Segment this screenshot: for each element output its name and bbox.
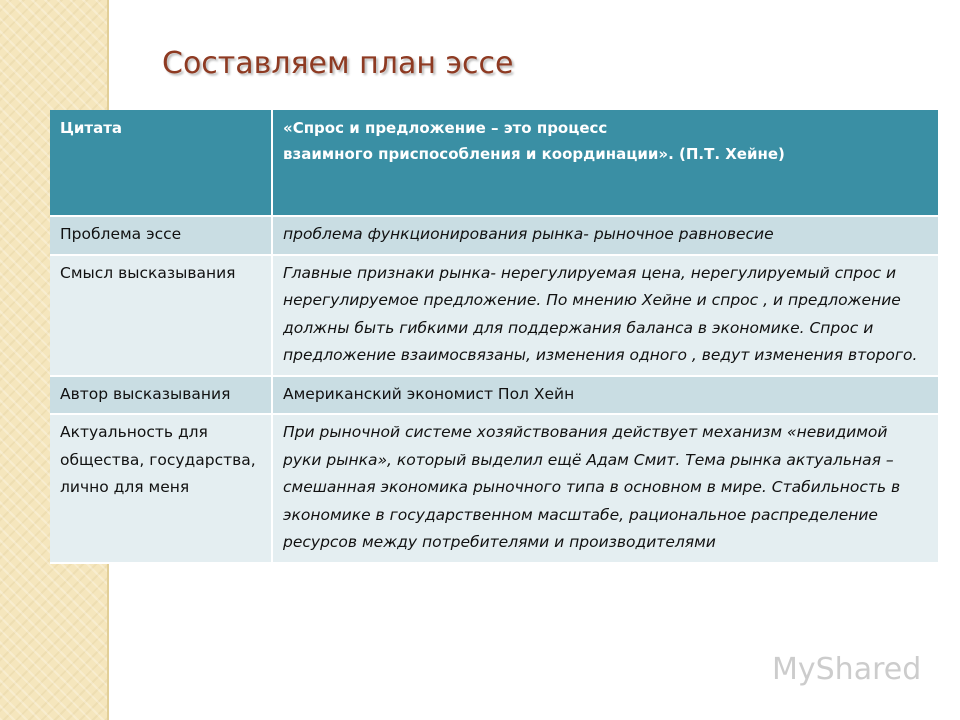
table-row — [50, 414, 939, 563]
header-quote-cell — [272, 110, 939, 216]
table-row — [50, 255, 939, 376]
row-label-relevance: Актуальность для общества, государства, лично для меня — [50, 414, 272, 563]
row-label-meaning: Смысл высказывания — [50, 255, 272, 376]
quote-line-1: «Спрос и предложение – это процесс — [283, 119, 608, 137]
row-value-problem: проблема функционирования рынка- рыночное равновесие — [272, 216, 939, 255]
row-value-author: Американский экономист Пол Хейн — [272, 376, 939, 415]
row-label-author: Автор высказывания — [50, 376, 272, 415]
row-value-relevance: При рыночной системе хозяйствования действует механизм «невидимой руки рынка», который выделил ещё Адам Смит. Тема рынка актуальная – смешанная экономика рыночного типа в основном в мире. Стабильность в экономике в государственном масштабе, рациональное распределение ресурсов между потребителями и производителями — [272, 414, 939, 563]
table-row — [50, 376, 939, 415]
table-header-row — [50, 110, 939, 216]
header-label-cell: Цитата — [50, 110, 272, 216]
row-value-meaning: Главные признаки рынка- нерегулируемая цена, нерегулируемый спрос и нерегулируемое предложение. По мнению Хейне и спрос , и предложение должны быть гибкими для поддержания баланса в экономике. Спрос и предложение взаимосвязаны, изменения одного , ведут изменения второго. — [272, 255, 939, 376]
table-row — [50, 216, 939, 255]
row-label-problem: Проблема эссе — [50, 216, 272, 255]
slide-title: Составляем план эссе — [162, 46, 514, 81]
quote-line-2: взаимного приспособления и координации». (П.Т. Хейне) — [283, 145, 785, 163]
essay-plan-table — [50, 110, 940, 564]
essay-plan-table-wrapper — [50, 110, 939, 564]
watermark-logo: MyShared — [772, 652, 922, 687]
